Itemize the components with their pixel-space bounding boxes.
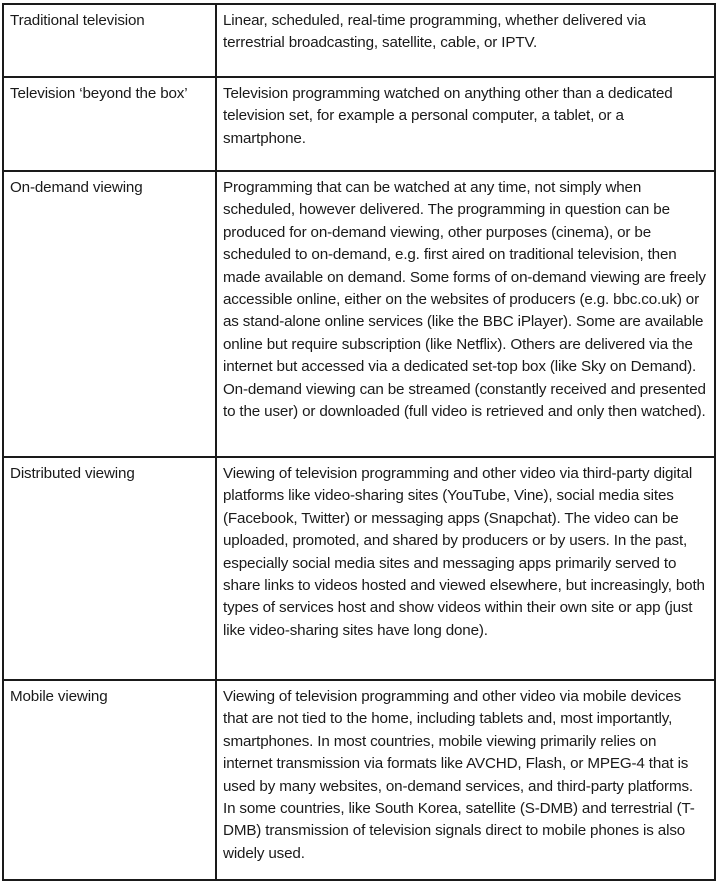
term-cell: Traditional television [3,4,216,77]
definition-cell: Viewing of television programming and other video via third-party digital platforms like video-sharing sites (YouTube, Vine), social media sites (Facebook, Twitter) or messaging apps (Snapchat). The video can be uploaded, promoted, and shared by producers or by users. In the past, especially social media sites and messaging apps primarily served to share links to videos hosted and viewed elsewhere, but increasingly, both types of services host and show videos within their own site or app (just like video-sharing sites have long done). [216,457,715,680]
definition-cell: Viewing of television programming and other video via mobile devices that are not tied to the home, including tablets and, most importantly, smartphones. In most countries, mobile viewing primarily relies on internet transmission via formats like AVCHD, Flash, or MPEG-4 that is used by many websites, on-demand services, and third-party platforms. In some countries, like South Korea, satellite (S-DMB) and terrestrial (T-DMB) transmission of television signals direct to mobile phones is also widely used. [216,680,715,880]
table-row [3,457,715,680]
definitions-table [2,3,716,881]
term-cell: Distributed viewing [3,457,216,680]
term-cell: Television ‘beyond the box’ [3,77,216,171]
table-row [3,171,715,457]
definition-cell: Television programming watched on anything other than a dedicated television set, for example a personal computer, a tablet, or a smartphone. [216,77,715,171]
definition-cell: Programming that can be watched at any time, not simply when scheduled, however delivered. The programming in question can be produced for on-demand viewing, other purposes (cinema), or be scheduled to on-demand, e.g. first aired on traditional television, then made available on demand. Some forms of on-demand viewing are freely accessible online, either on the websites of producers (e.g. bbc.co.uk) or as stand-alone online services (like the BBC iPlayer). Some are available online but require subscription (like Netflix). Others are delivered via the internet but accessed via a dedicated set-top box (like Sky on Demand). On-demand viewing can be streamed (constantly received and presented to the user) or downloaded (full video is retrieved and only then watched). [216,171,715,457]
table-row [3,77,715,171]
table-row [3,680,715,880]
term-cell: Mobile viewing [3,680,216,880]
definition-cell: Linear, scheduled, real-time programming, whether delivered via terrestrial broadcasting, satellite, cable, or IPTV. [216,4,715,77]
term-cell: On-demand viewing [3,171,216,457]
table-row [3,4,715,77]
